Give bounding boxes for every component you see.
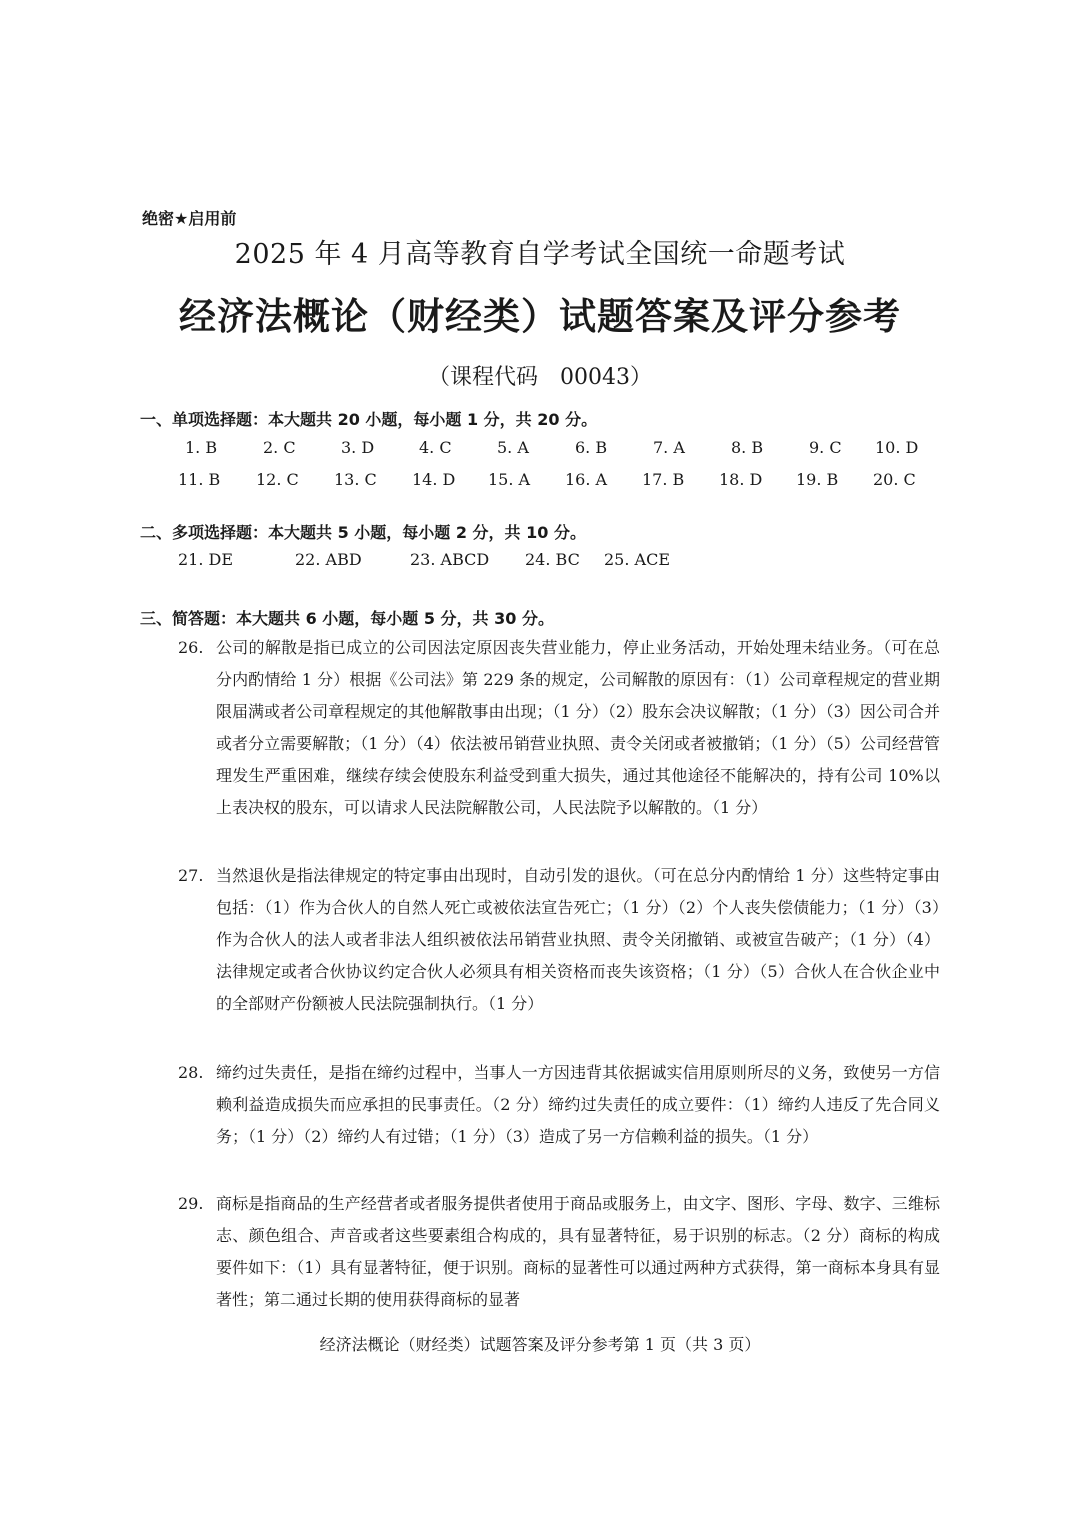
answer-item: 1. B: [185, 438, 218, 457]
question-answer-text: 当然退伙是指法律规定的特定事由出现时，自动引发的退伙。（可在总分内酌情给 1 分）这些特定事由包括：（1）作为合伙人的自然人死亡或被依法宣告死亡；（1 分）（2）个人丧失偿债能力；（1 分）（3）作为合伙人的法人或者非法人组织被依法吊销营业执照、责令关闭撤销、或被宣告破产；（1 分）（4）法律规定或者合伙协议约定合伙人必须具有相关资格而丧失该资格；（1 分）（5）合伙人在合伙企业中的全部财产份额被人民法院强制执行。（1 分）: [216, 866, 940, 1013]
question-answer-text: 商标是指商品的生产经营者或者服务提供者使用于商品或服务上，由文字、图形、字母、数字、三维标志、颜色组合、声音或者这些要素组合构成的，具有显著特征，易于识别的标志。（2 分）商标的构成要件如下：（1）具有显著特征，便于识别。商标的显著性可以通过两种方式获得，第一商标本身具有显著性；第二通过长期的使用获得商标的显著: [216, 1194, 940, 1309]
single-choice-row-2: [178, 470, 958, 494]
exam-title: 2025 年 4 月高等教育自学考试全国统一命题考试: [234, 239, 846, 270]
answer-item: 14. D: [412, 470, 456, 489]
answer-item: 9. C: [809, 438, 842, 457]
confidential-mark: 绝密★启用前: [142, 209, 237, 228]
answer-item: 15. A: [488, 470, 531, 489]
multiple-choice-row: [178, 550, 958, 574]
course-code: （课程代码 00043）: [428, 365, 652, 390]
short-answer-question: [178, 860, 940, 1020]
section-heading-multiple-choice: 二、多项选择题：本大题共 5 小题，每小题 2 分，共 10 分。: [140, 523, 586, 542]
answer-item: 18. D: [719, 470, 763, 489]
page-footer: 经济法概论（财经类）试题答案及评分参考第 1 页（共 3 页）: [319, 1335, 761, 1354]
answer-item: 3. D: [341, 438, 375, 457]
answer-item: 24. BC: [525, 550, 580, 569]
answer-item: 16. A: [565, 470, 608, 489]
section-heading-single-choice: 一、单项选择题：本大题共 20 小题，每小题 1 分，共 20 分。: [140, 410, 598, 429]
answer-item: 23. ABCD: [410, 550, 490, 569]
question-answer-text: 公司的解散是指已成立的公司因法定原因丧失营业能力，停止业务活动，开始处理未结业务。（可在总分内酌情给 1 分）根据《公司法》第 229 条的规定，公司解散的原因有：（1）公司章程规定的营业期限届满或者公司章程规定的其他解散事由出现；（1 分）（2）股东会决议解散；（1 分）（3）因公司合并或者分立需要解散；（1 分）（4）依法被吊销营业执照、责令关闭或者被撤销；（1 分）（5）公司经营管理发生严重困难，继续存续会使股东利益受到重大损失，通过其他途径不能解决的，持有公司 10%以上表决权的股东，可以请求人民法院解散公司，人民法院予以解散的。（1 分）: [216, 638, 940, 817]
question-answer-text: 缔约过失责任，是指在缔约过程中，当事人一方因违背其依据诚实信用原则所尽的义务，致使另一方信赖利益造成损失而应承担的民事责任。（2 分）缔约过失责任的成立要件：（1）缔约人违反了先合同义务；（1 分）（2）缔约人有过错；（1 分）（3）造成了另一方信赖利益的损失。（1 分）: [216, 1063, 940, 1146]
answer-item: 19. B: [796, 470, 839, 489]
answer-item: 2. C: [263, 438, 296, 457]
section-heading-short-answer: 三、简答题：本大题共 6 小题，每小题 5 分，共 30 分。: [140, 609, 554, 628]
question-number: 29.: [178, 1194, 204, 1213]
answer-item: 13. C: [334, 470, 377, 489]
answer-item: 11. B: [178, 470, 221, 489]
question-number: 26.: [178, 638, 204, 657]
short-answer-question: [178, 1057, 940, 1153]
answer-item: 17. B: [642, 470, 685, 489]
answer-item: 22. ABD: [295, 550, 362, 569]
answer-item: 8. B: [731, 438, 764, 457]
question-number: 27.: [178, 866, 204, 885]
answer-item: 20. C: [873, 470, 916, 489]
page-title: 经济法概论（财经类）试题答案及评分参考: [179, 295, 901, 338]
question-number: 28.: [178, 1063, 204, 1082]
answer-item: 5. A: [497, 438, 529, 457]
single-choice-row-1: [185, 438, 965, 462]
answer-item: 7. A: [653, 438, 685, 457]
short-answer-question: [178, 632, 940, 824]
answer-item: 12. C: [256, 470, 299, 489]
short-answer-question: [178, 1188, 940, 1316]
answer-item: 25. ACE: [604, 550, 671, 569]
answer-item: 6. B: [575, 438, 608, 457]
answer-item: 4. C: [419, 438, 452, 457]
answer-item: 10. D: [875, 438, 919, 457]
answer-item: 21. DE: [178, 550, 234, 569]
